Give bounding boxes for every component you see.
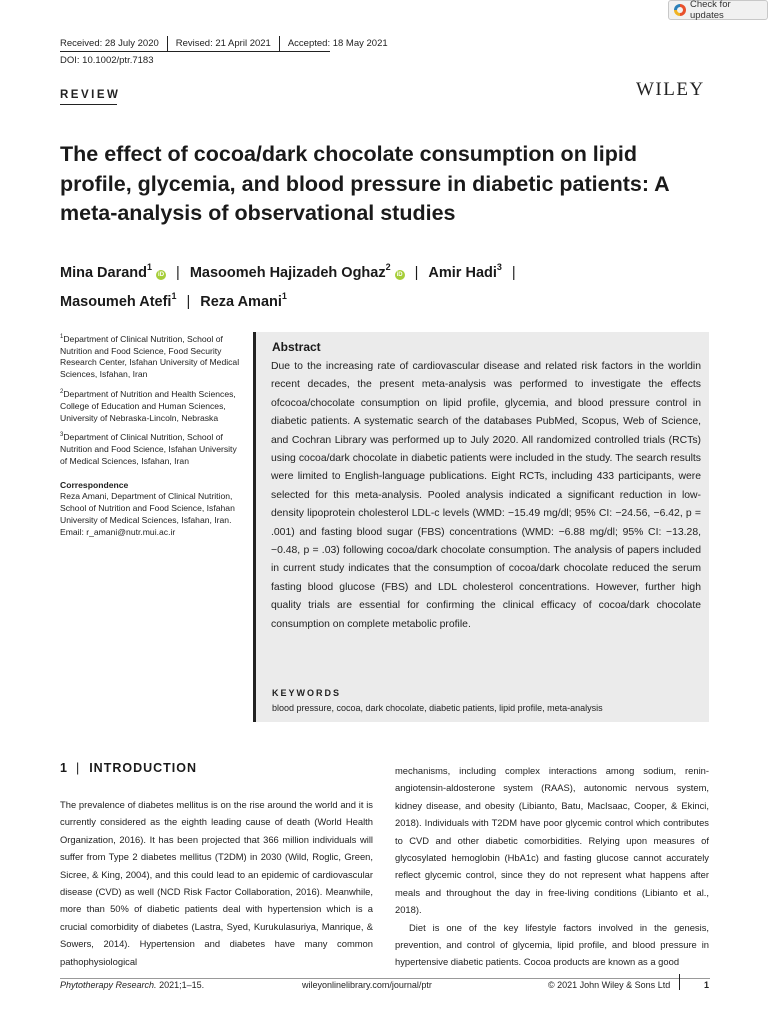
article-title: The effect of cocoa/dark chocolate consumption on lipid profile, glycemia, and blood pressure in diabetic patients: A meta-analysis of observational studies	[60, 142, 669, 225]
paragraph: Diet is one of the key lifestyle factors involved in the genesis, prevention, and control of glycemia, lipid profile, and blood pressure in hypertensive diabetic patients. Cocoa products are known as a good	[395, 921, 709, 968]
author[interactable]: Masoomeh Hajizadeh Oghaz$^2$	[189, 262, 391, 281]
keywords-text: blood pressure, cocoa, dark chocolate, diabetic patients, lipid profile, meta-analysis	[272, 703, 603, 713]
publisher-logo: WILEY	[636, 79, 705, 100]
received-date: Received: 28 July 2020	[60, 38, 159, 49]
author-list: Mina Darand$^1$iD | Masoomeh Hajizadeh Oghaz$^2$iD | Amir Hadi$^3$ | Masoumeh Atefi$^1$ | Reza Amani$^1$	[60, 262, 516, 310]
orcid-icon[interactable]: iD	[396, 271, 403, 278]
footer-copyright: © 2021 John Wiley & Sons Ltd	[548, 980, 671, 990]
doi[interactable]: DOI: 10.1002/ptr.7183	[60, 55, 154, 66]
section-label-underline	[60, 104, 117, 105]
revised-date: Revised: 21 April 2021	[167, 36, 279, 52]
orcid-icon[interactable]: iD	[158, 271, 165, 278]
intro-left-column	[60, 796, 373, 970]
abstract-text: Due to the increasing rate of cardiovascular disease and related risk factors in the worldin recent decades, the present meta-analysis was performed to investigate the effects ofcocoa/chocolate consumption on lipid profile, glycemia, and blood pressure control in diabetic patients. A systematic search of the databases PubMed, Scopus, Web of Science, and Cochran Library was performed up to July 2020. All randomized controlled trials (RCTs) using cocoa/dark chocolate in diabetic patients were included in the study. The search results were limited to English-language publications. Eight RCTs, including 433 participants, were selected for this meta-analysis. Pooled analysis indicated a significant reduction in low-density lipoprotein cholesterol LDL-c levels (WMD: −15.49 mg/dl; 95% CI: −24.56, −6.42, p = .001) and fasting blood sugar (FBS) concentrations (WMD: −6.88 mg/dl; 95% CI: −13.28, −0.48, p = .03) following cocoa/dark chocolate consumption. The analysis of papers included in current study indicates that the consumption of cocoa/dark chocolate reduced the serum fasting blood glucose (FBS) and LDL cholesterol concentrations. However, further high quality trials are essential for confirming the clinical efficacy of cocoa/dark chocolate consumption on complete metabolic profile.	[271, 361, 701, 630]
check-for-updates-label: Check for updates	[689, 0, 731, 21]
footer-divider	[60, 978, 710, 979]
crossmark-icon	[674, 4, 686, 16]
author[interactable]: Amir Hadi$^3$	[428, 262, 502, 281]
paragraph: mechanisms, including complex interactions among sodium, renin-angiotensin-aldosterone system (RAAS), autonomic nervous system, kidney disease, and obesity (Libianto, Batu, MacIsaac, Cooper, & Ekinci, 2018). Individuals with T2DM have poor glycemic control which contributes to CVD and other diabetic comorbidities. Relying upon measures of glycosylated hemoglobin (HbA1c) and fasting glucose cannot accurately reflect glycemic control, since they do not represent what happens after meals and throughout the day in free-living conditions (Libianto et al., 2018).	[395, 765, 709, 916]
correspondence-heading: Correspondence	[60, 479, 129, 490]
section-label: REVIEW	[60, 89, 121, 101]
abstract-heading: Abstract	[272, 340, 321, 354]
check-for-updates-button[interactable]	[668, 0, 768, 20]
dates-divider	[60, 51, 330, 52]
section-heading: 1 | INTRODUCTION	[60, 761, 198, 775]
affiliation: $^3$Department of Clinical Nutrition, School of Nutrition and Food Science, Isfahan University of Medical Sciences, Isfahan, Iran	[60, 432, 237, 466]
author[interactable]: Masoumeh Atefi$^1$	[60, 290, 177, 310]
accepted-date: Accepted: 18 May 2021	[279, 36, 396, 52]
keywords-heading: KEYWORDS	[272, 688, 342, 698]
affiliations	[60, 332, 246, 539]
paragraph: The prevalence of diabetes mellitus is on the rise around the world and it is currently considered as the eighth leading cause of death (World Health Organization, 2016). It has been projected that 366 million individuals will suffer from Type 2 diabetes mellitus (T2DM) in 2030 (Wild, Roglic, Green, Sicree, & King, 2004), and this could lead to an epidemic of cardiovascular disease (CVD) as well (NCD Risk Factor Collaboration, 2016). Meanwhile, more than 50% of diabetic patients deal with hypertension which is a crucial comorbidity of diabetes (Lastra, Syed, Kurukulasuriya, Manrique, & Sowers, 2014). Hypertension and diabetes have many common pathophysiological	[60, 799, 373, 967]
correspondence-email[interactable]: Email: r_amani@nutr.mui.ac.ir	[60, 526, 176, 537]
page-number: 1	[704, 980, 710, 990]
author[interactable]: Reza Amani$^1$	[200, 290, 287, 310]
footer-separator	[679, 974, 680, 990]
article-dates	[60, 36, 396, 52]
footer-url[interactable]: wileyonlinelibrary.com/journal/ptr	[302, 980, 432, 990]
footer-citation: Phytotherapy Research. 2021;1–15.	[60, 980, 205, 990]
affiliation: $^2$Department of Nutrition and Health Sciences, College of Education and Human Sciences, University of Nebraska-Lincoln, Nebraska	[60, 388, 236, 423]
author[interactable]: Mina Darand$^1$	[60, 262, 153, 281]
intro-right-column	[395, 762, 709, 971]
correspondence-text: Reza Amani, Department of Clinical Nutrition, School of Nutrition and Food Science, Isfahan University of Medical Sciences, Isfahan, Iran.	[60, 491, 235, 525]
affiliation: $^1$Department of Clinical Nutrition, School of Nutrition and Food Science, Food Security Research Center, Isfahan University of Medical Sciences, Isfahan, Iran	[60, 333, 240, 380]
